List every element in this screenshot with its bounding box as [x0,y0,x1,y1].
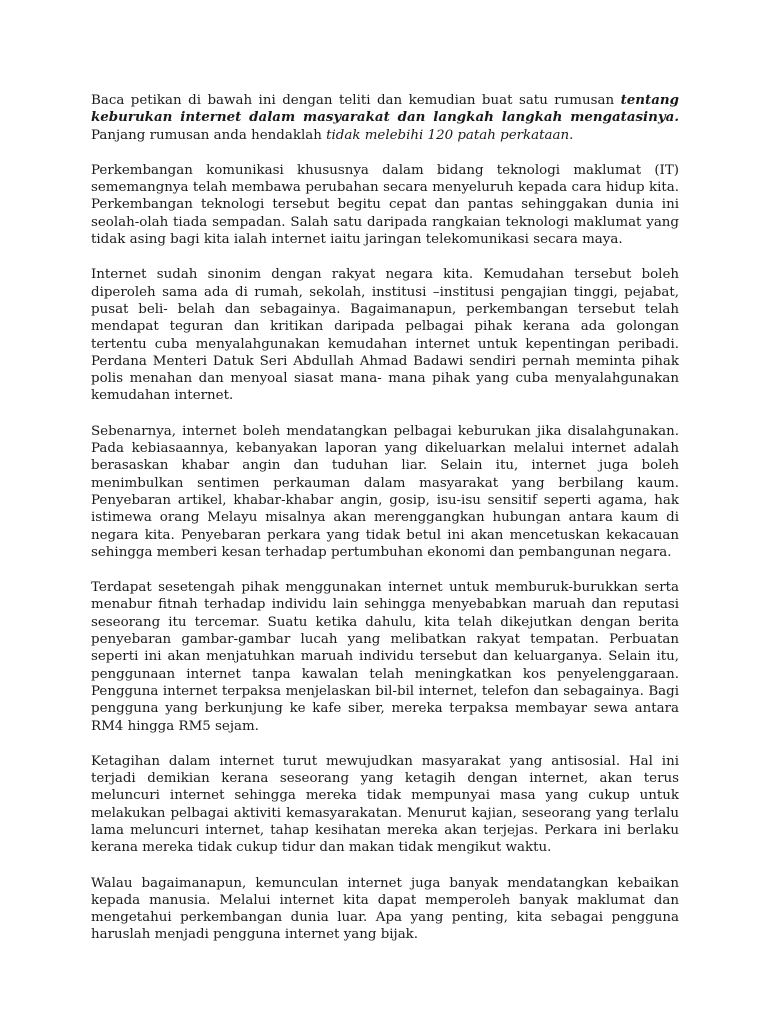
instruction-paragraph [91,92,679,144]
passage-paragraph-6: Walau bagaimanapun, kemunculan internet juga banyak mendatangkan kebaikan kepada manusia. Melalui internet kita dapat memperoleh banyak maklumat dan mengetahui perkembangan dunia luar. Apa yang penting, kita sebagai pengguna haruslah menjadi pengguna internet yang bijak. [91,875,679,943]
instruction-word-limit: tidak melebihi 120 patah perkataan. [326,127,574,143]
document-body [91,92,679,962]
passage-paragraph-2: Internet sudah sinonim dengan rakyat negara kita. Kemudahan tersebut boleh diperoleh sama ada di rumah, sekolah, institusi –institusi pengajian tinggi, pejabat, pusat beli- belah dan sebagainya. Bagaimanapun, perkembangan tersebut telah mendapat teguran dan kritikan daripada pelbagai pihak kerana ada golongan tertentu cuba menyalahgunakan kemudahan internet untuk kepentingan peribadi. Perdana Menteri Datuk Seri Abdullah Ahmad Badawi sendiri pernah meminta pihak polis menahan dan menyoal siasat mana- mana pihak yang cuba menyalahgunakan kemudahan internet. [91,267,679,404]
passage-paragraph-3: Sebenarnya, internet boleh mendatangkan pelbagai keburukan jika disalahgunakan. Pada kebiasaannya, kebanyakan laporan yang dikeluarkan melalui internet adalah berasaskan khabar angin dan tuduhan liar. Selain itu, internet juga boleh menimbulkan sentimen perkauman dalam masyarakat yang berbilang kaum. Penyebaran artikel, khabar-khabar angin, gosip, isu-isu sensitif seperti agama, hak istimewa orang Melayu misalnya akan merenggangkan hubungan antara kaum di negara kita. Penyebaran perkara yang tidak betul ini akan mencetuskan kekacauan sehingga memberi kesan terhadap pertumbuhan ekonomi dan pembangunan negara. [91,423,679,560]
passage-paragraph-4: Terdapat sesetengah pihak menggunakan internet untuk memburuk-burukkan serta menabur fitnah terhadap individu lain sehingga menyebabkan maruah dan reputasi seseorang itu tercemar. Suatu ketika dahulu, kita telah dikejutkan dengan berita penyebaran gambar-gambar lucah yang melibatkan rakyat tempatan. Perbuatan seperti ini akan menjatuhkan maruah individu tersebut dan keluarganya. Selain itu, penggunaan internet tanpa kawalan telah meningkatkan kos penyelenggaraan. Pengguna internet terpaksa menjelaskan bil-bil internet, telefon dan sebagainya. Bagi pengguna yang berkunjung ke kafe siber, mereka terpaksa membayar sewa antara RM4 hingga RM5 sejam. [91,580,679,734]
passage-paragraph-5: Ketagihan dalam internet turut mewujudkan masyarakat yang antisosial. Hal ini terjadi demikian kerana seseorang yang ketagih dengan internet, akan terus meluncuri internet sehingga mereka tidak mempunyai masa yang cukup untuk melakukan pelbagai aktiviti kemasyarakatan. Menurut kajian, seseorang yang terlalu lama meluncuri internet, tahap kesihatan mereka akan terjejas. Perkara ini berlaku kerana mereka tidak cukup tidur dan makan tidak mengikut waktu. [91,753,679,856]
instruction-topic: tentang keburukan internet dalam masyarakat dan langkah langkah mengatasinya. [91,92,679,126]
passage-paragraph-1: Perkembangan komunikasi khususnya dalam bidang teknologi maklumat (IT) sememangnya telah membawa perubahan secara menyeluruh kepada cara hidup kita. Perkembangan teknologi tersebut begitu cepat dan pantas sehinggakan dunia ini seolah-olah tiada sempadan. Salah satu daripada rangkaian teknologi maklumat yang tidak asing bagi kita ialah internet iaitu jaringan telekomunikasi secara maya. [91,162,679,248]
instruction-middle: Panjang rumusan anda hendaklah [91,127,327,143]
instruction-lead: Baca petikan di bawah ini dengan teliti dan kemudian buat satu rumusan [91,93,621,108]
